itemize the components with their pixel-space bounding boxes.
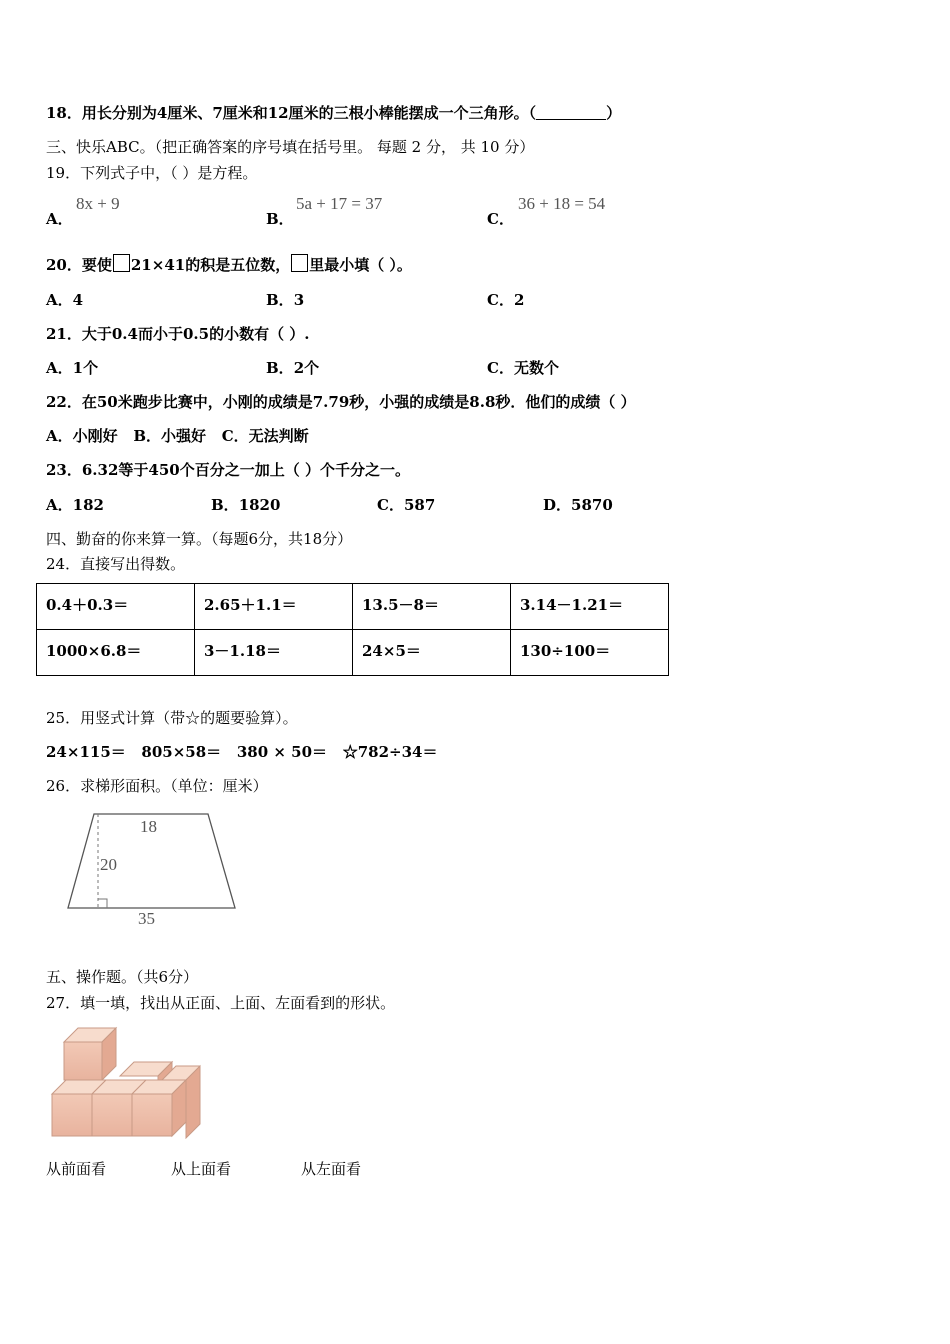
- bottom-base-label: 35: [138, 909, 155, 928]
- section-5-heading: 五、操作题。（共6分）: [46, 968, 199, 986]
- table-cell: 3.14－1.21＝: [511, 584, 669, 630]
- question-26: 26．求梯形面积。（单位：厘米）: [46, 777, 268, 795]
- height-label: 20: [100, 855, 117, 874]
- q19-option-b-expr: 5a + 17 = 37: [296, 194, 383, 213]
- question-27: 27．填一填，找出从正面、上面、左面看到的形状。: [46, 994, 396, 1012]
- q20-option-c: C．2: [487, 291, 525, 309]
- question-19: 19．下列式子中，（ ）是方程。: [46, 164, 258, 182]
- view-label-top: 从上面看: [171, 1160, 232, 1178]
- table-cell: 13.5－8＝: [353, 584, 511, 630]
- table-cell: 3－1.18＝: [195, 630, 353, 676]
- blank-box: [113, 254, 130, 272]
- q22-options: A．小刚好 B．小强好 C．无法判断: [46, 427, 309, 445]
- q19-option-a-label: A．: [46, 210, 73, 228]
- table-cell: 0.4＋0.3＝: [37, 584, 195, 630]
- view-label-left: 从左面看: [301, 1160, 362, 1178]
- answer-blank[interactable]: [536, 119, 606, 120]
- q21-option-a: A．1个: [46, 359, 99, 377]
- table-cell: 24×5＝: [353, 630, 511, 676]
- trapezoid-figure: [60, 808, 245, 930]
- section-3-heading: 三、快乐ABC。（把正确答案的序号填在括号里。 每题 2 分， 共 10 分）: [46, 138, 535, 156]
- cube-stack-figure: [50, 1024, 205, 1139]
- q20-option-b: B．3: [266, 291, 305, 309]
- q19-option-c-expr: 36 + 18 = 54: [518, 194, 606, 213]
- table-cell: 2.65＋1.1＝: [195, 584, 353, 630]
- q25-items: 24×115＝ 805×58＝ 380 × 50＝ ☆782÷34＝: [46, 743, 438, 761]
- question-21: 21．大于0.4而小于0.5的小数有（ ）.: [46, 325, 310, 343]
- top-base-label: 18: [140, 817, 157, 836]
- question-22: 22．在50米跑步比赛中，小刚的成绩是7.79秒，小强的成绩是8.8秒．他们的成绩（ ）: [46, 393, 636, 411]
- view-label-front: 从前面看: [46, 1160, 107, 1178]
- calc-table: [36, 583, 669, 676]
- q19-option-b-label: B．: [266, 210, 294, 228]
- q23-option-b: B．1820: [211, 496, 281, 514]
- q20-option-a: A．4: [46, 291, 84, 309]
- question-20: 20．要使 21×41的积是五位数， 里最小填（ ）。: [46, 256, 412, 274]
- question-25: 25．用竖式计算（带☆的题要验算）。: [46, 709, 298, 727]
- q23-option-a: A．182: [46, 496, 104, 514]
- table-row: [37, 630, 669, 676]
- table-row: [37, 584, 669, 630]
- q23-option-c: C．587: [377, 496, 436, 514]
- q23-option-d: D．5870: [543, 496, 613, 514]
- right-angle-mark: [98, 899, 107, 908]
- question-18: 18．用长分别为4厘米、7厘米和12厘米的三根小棒能摆成一个三角形。（ ）: [46, 104, 622, 122]
- question-24: 24．直接写出得数。: [46, 555, 186, 573]
- table-cell: 1000×6.8＝: [37, 630, 195, 676]
- q21-option-c: C．无数个: [487, 359, 559, 377]
- q19-option-c-label: C．: [487, 210, 514, 228]
- q19-option-a-expr: 8x + 9: [76, 194, 120, 213]
- q21-option-b: B．2个: [266, 359, 320, 377]
- blank-box: [291, 254, 308, 272]
- cube-top: [64, 1028, 116, 1080]
- question-23: 23．6.32等于450个百分之一加上（ ）个千分之一。: [46, 461, 410, 479]
- section-4-heading: 四、勤奋的你来算一算。（每题6分，共18分）: [46, 530, 353, 548]
- cube-front-row: [52, 1080, 186, 1136]
- table-cell: 130÷100＝: [511, 630, 669, 676]
